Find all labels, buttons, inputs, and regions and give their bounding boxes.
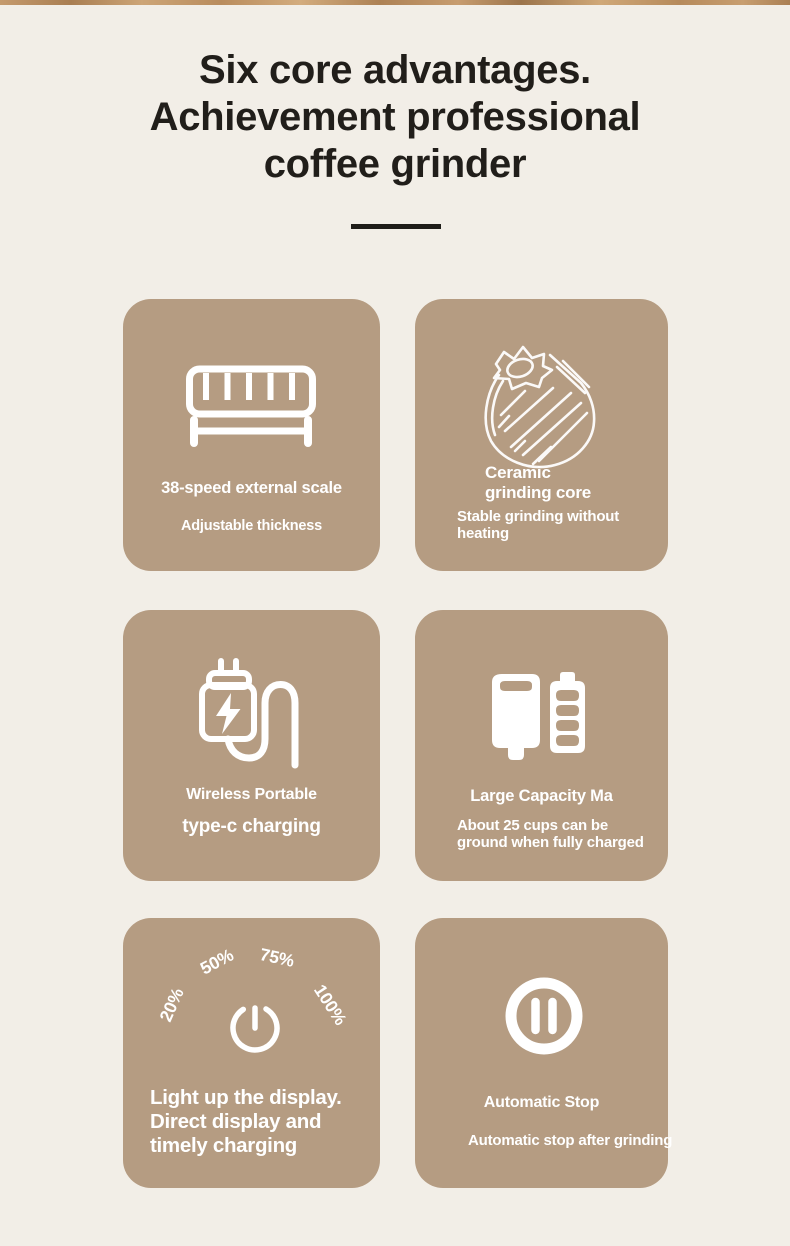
card-title: 38-speed external scale xyxy=(161,479,342,497)
card-title-line: timely charging xyxy=(150,1134,298,1157)
battery-level-label: 50% xyxy=(196,944,237,979)
advantage-card-display xyxy=(123,918,380,1188)
advantage-card-charging xyxy=(123,610,380,881)
card-title: Large Capacity Ma xyxy=(470,787,613,805)
wood-texture-strip xyxy=(0,0,790,5)
advantage-card-battery xyxy=(415,610,668,881)
card-subtitle-line: heating xyxy=(457,525,509,542)
card-title: Automatic Stop xyxy=(483,1094,600,1111)
grinding-burr-icon xyxy=(473,331,613,479)
pause-icon xyxy=(501,973,587,1059)
title-underline-dash xyxy=(351,224,441,229)
advantage-card-ceramic-core xyxy=(415,299,668,571)
card-subtitle-line: About 25 cups can be xyxy=(457,817,609,834)
battery-level-label: 20% xyxy=(155,984,188,1025)
title-line: coffee grinder xyxy=(263,142,527,186)
battery-level-label: 75% xyxy=(258,944,297,971)
card-subtitle-line: ground when fully charged xyxy=(457,833,644,851)
battery-level-label: 100% xyxy=(310,980,351,1029)
card-title: Wireless Portable xyxy=(186,786,317,803)
title-line: Six core advantages. xyxy=(199,48,591,92)
card-title xyxy=(150,1086,341,1158)
card-subtitle xyxy=(457,818,644,851)
card-title-line: Direct display and xyxy=(150,1110,322,1133)
charger-cable-icon xyxy=(197,653,309,773)
card-title xyxy=(485,463,591,502)
card-subtitle: Adjustable thickness xyxy=(180,518,323,534)
card-title-line: grinding core xyxy=(485,482,592,502)
card-subtitle: Automatic stop after grinding xyxy=(468,1132,673,1149)
card-title-line: Light up the display. xyxy=(150,1086,342,1109)
page-title xyxy=(0,47,790,188)
card-subtitle-line: Stable grinding without xyxy=(457,508,620,525)
battery-icon xyxy=(490,668,592,764)
power-icon xyxy=(225,997,285,1057)
card-subtitle xyxy=(457,508,619,542)
title-line: Achievement professional xyxy=(149,95,641,139)
card-subtitle: type-c charging xyxy=(182,816,321,837)
ruler-scale-icon xyxy=(186,365,316,449)
advantage-card-autostop xyxy=(415,918,673,1188)
card-title-line: Ceramic xyxy=(485,463,551,482)
advantage-card-scale xyxy=(123,299,380,571)
